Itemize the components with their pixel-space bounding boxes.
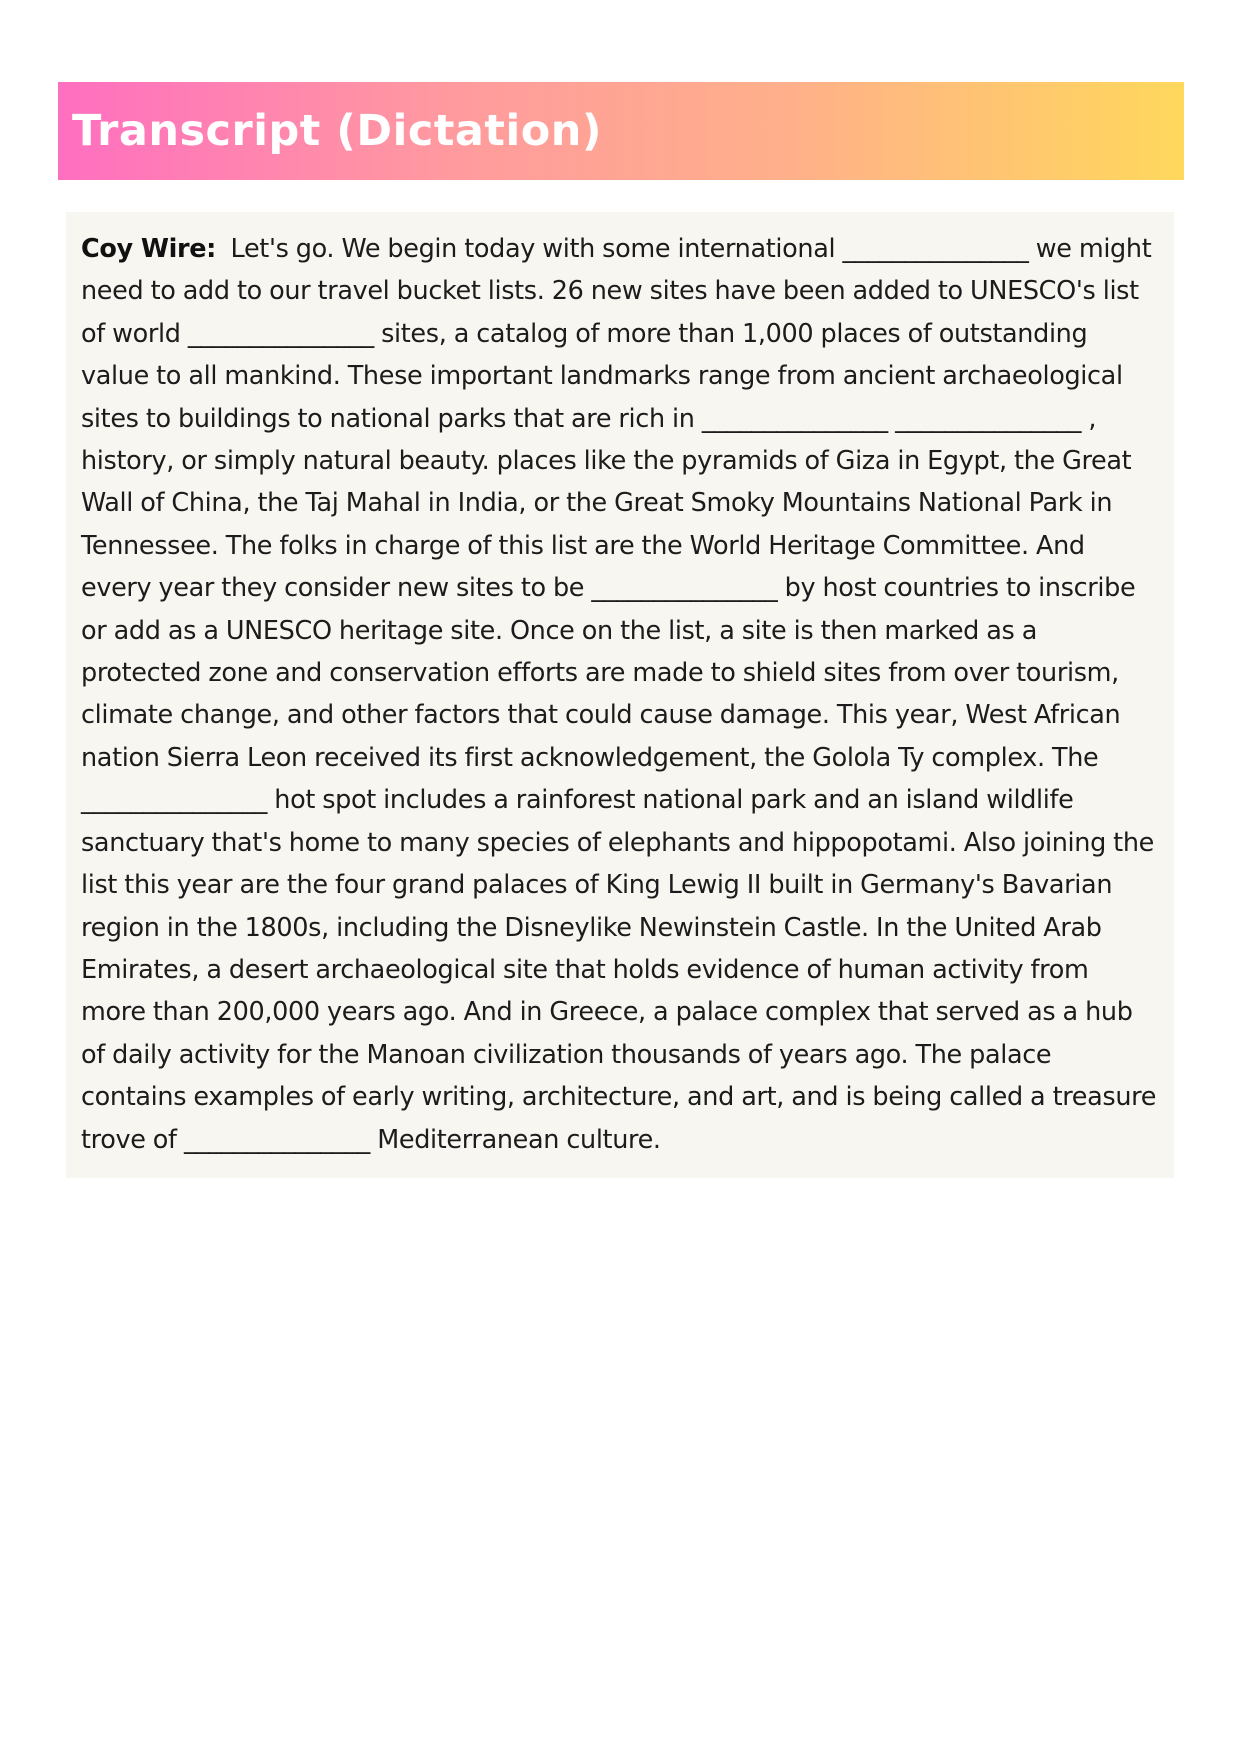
transcript-body: Let's go. We begin today with some international _______________ we might need to add to our travel bucket lists. 26 new sites have been added to UNESCO's list of world _______________ sites, a catalog of more than 1,000 places of outstanding value to all mankind. These important landmarks range from ancient archaeological sites to buildings to national parks that are rich in _______________ _______________ , history, or simply natural beauty. places like the pyramids of Giza in Egypt, the Great Wall of China, the Taj Mahal in India, or the Great Smoky Mountains National Park in Tennessee. The folks in charge of this list are the World Heritage Committee. And every year they consider new sites to be _______________ by host countries to inscribe or add as a UNESCO heritage site. Once on the list, a site is then marked as a protected zone and conservation efforts are made to shield sites from over tourism, climate change, and other factors that could cause damage. This year, West African nation Sierra Leon received its first acknowledgement, the Golola Ty complex. The _______________ hot spot includes a rainforest national park and an island wildlife sanctuary that's home to many species of elephants and hippopotami. Also joining the list this year are the four grand palaces of King Lewig II built in Germany's Bavarian region in the 1800s, including the Disneylike Newinstein Castle. In the United Arab Emirates, a desert archaeological site that holds evidence of human activity from more than 200,000 years ago. And in Greece, a palace complex that served as a hub of daily activity for the Manoan civilization thousands of years ago. The palace contains examples of early writing, architecture, and art, and is being called a treasure trove of _______________ Mediterranean culture.: [81, 234, 1157, 1155]
speaker-label: Coy Wire:: [81, 234, 217, 264]
header-banner: [58, 82, 1184, 180]
transcript-box: [66, 212, 1174, 1178]
page-title: Transcript (Dictation): [72, 105, 603, 156]
transcript-paragraph: [81, 228, 1160, 1161]
